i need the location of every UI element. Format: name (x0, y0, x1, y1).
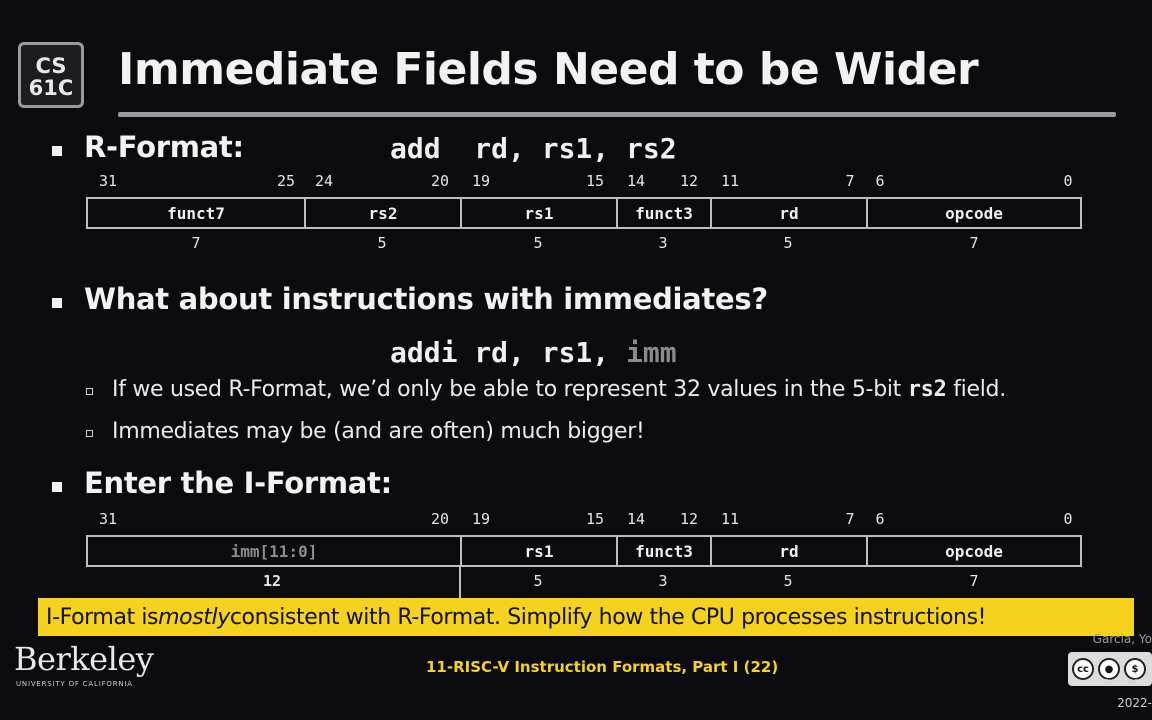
field-size: 12 (262, 572, 282, 590)
bit-label: 24 (314, 172, 334, 190)
field-size: 5 (377, 234, 387, 252)
bit-label: 20 (430, 510, 450, 528)
lecture-footer: 11-RISC-V Instruction Formats, Part I (22) (426, 658, 779, 676)
bit-label: 31 (98, 172, 118, 190)
bit-label: 6 (875, 510, 885, 528)
point-1-end: field. (946, 377, 1006, 402)
addi-instruction-imm: imm (626, 336, 677, 369)
bit-label: 0 (1063, 510, 1073, 528)
cc-icon: cc (1072, 658, 1094, 680)
immediates-heading: What about instructions with immediates? (84, 282, 768, 316)
bit-label: 6 (875, 172, 885, 190)
addi-instruction-main: addi rd, rs1, (390, 336, 627, 369)
iformat-field-table (86, 535, 1082, 567)
cc-by-icon: ● (1098, 658, 1120, 680)
bit-label: 12 (679, 510, 699, 528)
immediates-point-2: Immediates may be (and are often) much bigger! (112, 419, 645, 444)
field-size: 5 (783, 234, 793, 252)
bullet-icon (52, 146, 62, 156)
field-size: 3 (658, 234, 668, 252)
field-funct7: funct7 (88, 199, 306, 227)
field-size: 5 (533, 234, 543, 252)
imm-divider (459, 567, 461, 598)
immediates-point-1 (112, 377, 1006, 402)
berkeley-subtitle: UNIVERSITY OF CALIFORNIA (16, 680, 133, 688)
bit-label: 19 (471, 510, 491, 528)
slide-title: Immediate Fields Need to be Wider (118, 44, 979, 95)
bit-label: 20 (430, 172, 450, 190)
field-rs2: rs2 (306, 199, 462, 227)
field-size: 7 (969, 572, 979, 590)
field-size: 5 (783, 572, 793, 590)
rformat-field-table (86, 197, 1082, 229)
field-funct3: funct3 (618, 199, 712, 227)
cc-nc-icon: $ (1124, 658, 1146, 680)
cc-nc-label: NC (1127, 678, 1139, 687)
field-size: 7 (191, 234, 201, 252)
berkeley-logo: Berkeley (14, 640, 154, 678)
bit-label: 12 (679, 172, 699, 190)
bit-label: 19 (471, 172, 491, 190)
point-1-code: rs2 (907, 377, 947, 402)
callout-pre: I-Format is (46, 604, 159, 630)
bit-label: 15 (585, 172, 605, 190)
logo-line-2: 61C (28, 76, 74, 100)
bit-label: 0 (1063, 172, 1073, 190)
rformat-heading: R-Format: (84, 130, 244, 164)
year-label: 2022- (1117, 696, 1152, 710)
caption-callout (38, 598, 1134, 636)
bit-label: 31 (98, 510, 118, 528)
field-size: 7 (969, 234, 979, 252)
bit-label: 11 (720, 510, 740, 528)
field-size: 5 (533, 572, 543, 590)
bit-label: 7 (845, 172, 855, 190)
sub-bullet-icon (86, 430, 93, 437)
field-rd: rd (712, 537, 868, 565)
bit-label: 7 (845, 510, 855, 528)
field-rd: rd (712, 199, 868, 227)
addi-instruction (390, 336, 677, 369)
field-opcode: opcode (945, 203, 1003, 223)
rformat-instruction: add rd, rs1, rs2 (390, 132, 677, 165)
cc-by-label: BY (1104, 678, 1114, 687)
bit-label: 11 (720, 172, 740, 190)
bullet-icon (52, 298, 62, 308)
bit-label: 25 (276, 172, 296, 190)
field-opcode: opcode (945, 541, 1003, 561)
sub-bullet-icon (86, 388, 93, 395)
author-credit: Garcia, Yo (1092, 632, 1152, 646)
callout-post: consistent with R-Format. Simplify how the CPU processes instructions! (229, 604, 987, 630)
bit-label: 15 (585, 510, 605, 528)
point-1-text: If we used R-Format, we’d only be able to represent 32 values in the 5-bit (112, 377, 908, 402)
bit-label: 14 (626, 510, 646, 528)
field-rs1: rs1 (462, 537, 618, 565)
field-imm: imm[11:0] (88, 537, 462, 565)
logo-line-1: CS (35, 54, 67, 78)
field-rs1: rs1 (462, 199, 618, 227)
field-funct3: funct3 (618, 537, 712, 565)
field-size: 3 (658, 572, 668, 590)
bit-label: 14 (626, 172, 646, 190)
title-divider (118, 112, 1116, 117)
bullet-icon (52, 482, 62, 492)
iformat-heading: Enter the I-Format: (84, 466, 392, 500)
cs61c-logo (18, 42, 84, 108)
callout-emphasis: mostly (158, 604, 230, 630)
